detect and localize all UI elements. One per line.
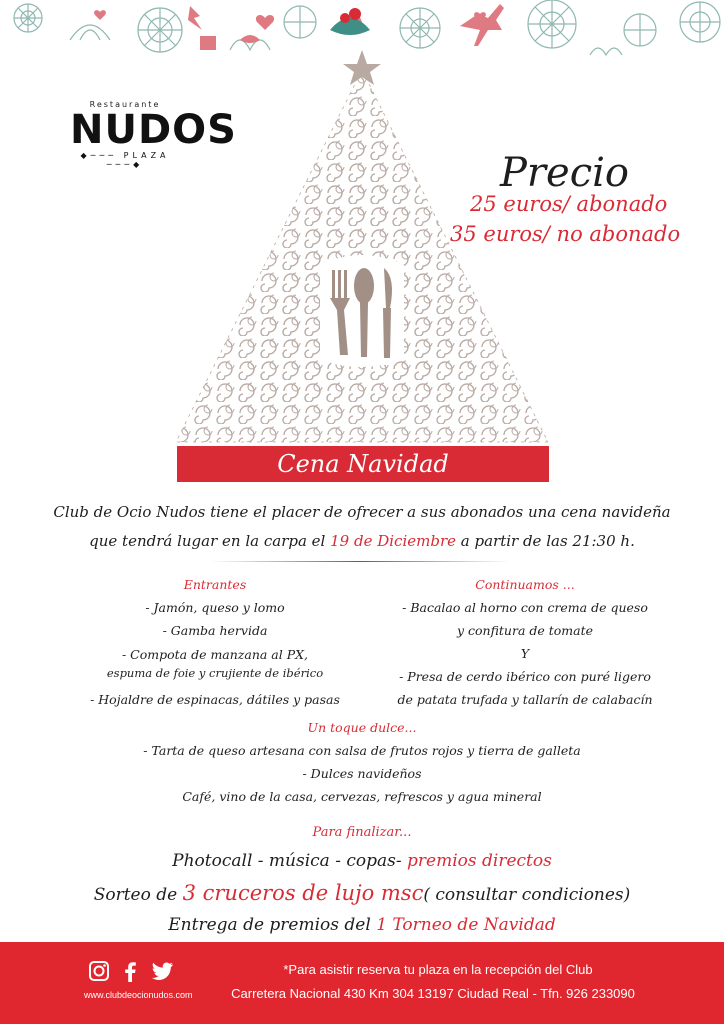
price-member: 25 euros/ abonado <box>470 192 668 216</box>
price-title: Precio <box>500 150 629 196</box>
club-address: Carretera Nacional 430 Km 304 13197 Ciudad Real - Tfn. 926 233090 <box>231 986 635 1001</box>
restaurant-logo <box>70 100 237 169</box>
price-block <box>440 150 700 260</box>
finish-heading: Para finalizar... <box>312 825 412 840</box>
finish-line-3: Entrega de premios del 1 Torneo de Navidad <box>168 915 556 935</box>
menu-item: Y <box>520 646 530 661</box>
intro-line-2: que tendrá lugar en la carpa el 19 de Diciembre a partir de las 21:30 h. <box>89 532 635 550</box>
finish-line-1: Photocall - música - copas- premios directos <box>172 851 552 871</box>
starters-heading: Entrantes <box>183 577 247 592</box>
instagram-icon[interactable] <box>88 960 110 982</box>
price-non-member: 35 euros/ no abonado <box>450 222 681 246</box>
menu-item: - Bacalao al horno con crema de queso <box>402 600 648 615</box>
menu-item: - Tarta de queso artesana con salsa de frutos rojos y tierra de galleta <box>143 743 581 758</box>
twitter-icon[interactable] <box>150 962 174 982</box>
menu-starters <box>70 573 360 711</box>
reservation-note: *Para asistir reserva tu plaza en la recepción del Club <box>283 962 593 977</box>
intro-divider <box>210 561 510 562</box>
menu-item: de patata trufada y tallarín de calabacín <box>397 692 653 707</box>
footer-bar <box>0 942 724 1024</box>
menu-item: espuma de foie y crujiente de ibérico <box>106 666 324 680</box>
event-banner <box>177 446 549 482</box>
event-date: 19 de Diciembre <box>330 532 456 550</box>
menu-item: y confitura de tomate <box>456 623 594 638</box>
mains-heading: Continuamos ... <box>475 577 575 592</box>
intro-paragraph <box>40 498 684 556</box>
logo-top-text: Restaurante <box>89 100 161 109</box>
intro-line-1: Club de Ocio Nudos tiene el placer de ofrecer a sus abonados una cena navideña <box>53 503 671 521</box>
logo-bottom-text: ◆─── PLAZA ───◆ <box>80 151 170 169</box>
social-icons <box>88 960 180 984</box>
menu-item: - Presa de cerdo ibérico con puré ligero <box>399 669 651 684</box>
menu-mains <box>375 573 675 711</box>
menu-item: - Dulces navideños <box>302 766 422 781</box>
menu-item: - Compota de manzana al PX, <box>121 647 309 662</box>
logo-ornament-right: ───◆ <box>106 160 144 169</box>
menu-dessert <box>100 716 624 808</box>
finish-section <box>40 822 684 940</box>
dessert-heading: Un toque dulce... <box>307 720 417 735</box>
website-link[interactable]: www.clubdeocionudos.com <box>84 990 193 1000</box>
menu-item: - Hojaldre de espinacas, dátiles y pasas <box>90 692 340 707</box>
menu-item: Café, vino de la casa, cervezas, refrescos y agua mineral <box>182 789 542 804</box>
menu-item: - Jamón, queso y lomo <box>145 600 285 615</box>
banner-title: Cena Navidad <box>277 450 449 478</box>
facebook-icon[interactable] <box>122 960 138 982</box>
finish-line-2: Sorteo de 3 cruceros de lujo msc( consultar condiciones) <box>93 881 631 905</box>
logo-name: NUDOS <box>70 107 237 153</box>
logo-ornament-left: ◆─── <box>80 151 124 160</box>
menu-item: - Gamba hervida <box>162 623 268 638</box>
